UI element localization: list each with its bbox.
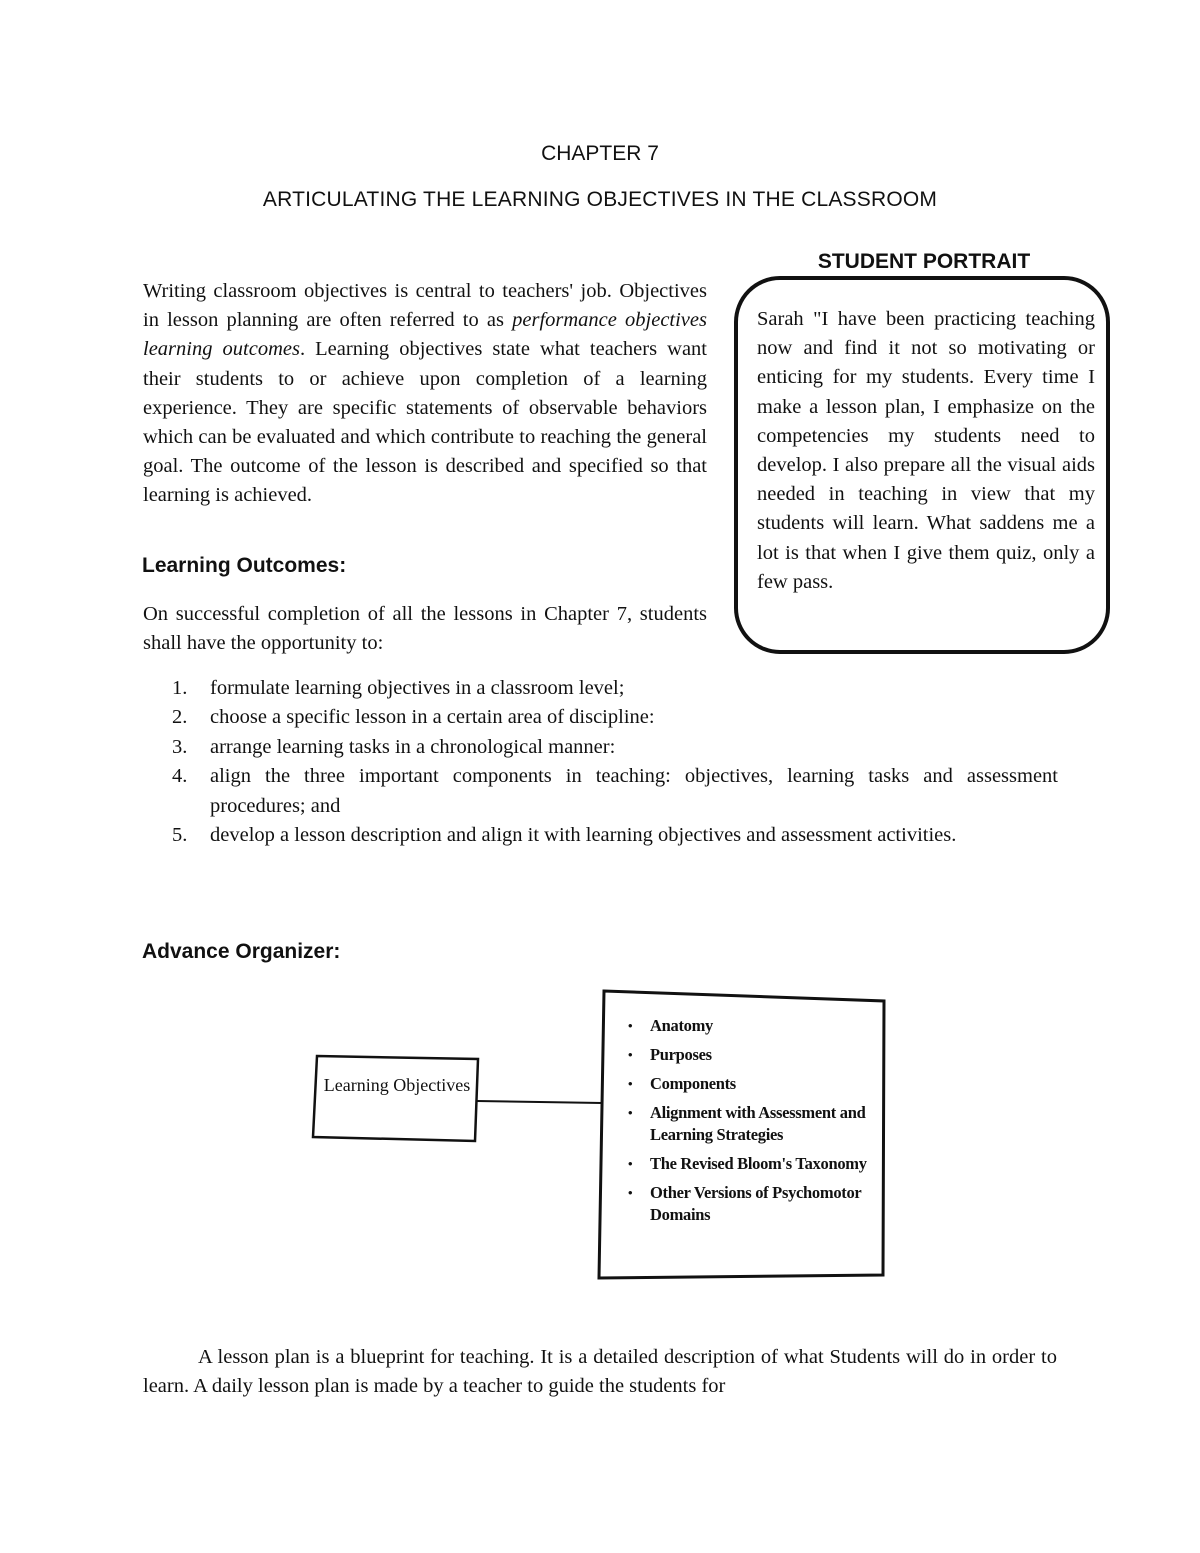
organizer-topics-list (628, 1015, 878, 1233)
outcome-item (172, 674, 1058, 703)
outcome-text: formulate learning objectives in a classroom level; (210, 677, 625, 699)
outcome-text: choose a specific lesson in a certain area of discipline: (210, 706, 655, 729)
outcome-number: 5. (172, 824, 188, 847)
bullet-icon: • (628, 1105, 633, 1120)
outcome-item (172, 762, 1058, 821)
topic-text: Other Versions of Psychomotor Domains (650, 1183, 862, 1224)
outcome-number: 2. (172, 706, 188, 729)
bullet-icon: • (628, 1185, 633, 1200)
outcome-number: 4. (172, 765, 188, 788)
learning-outcomes-intro: On successful completion of all the lessons in Chapter 7, students shall have the opportunity to: (143, 603, 707, 655)
topic-text: Alignment with Assessment and Learning Strategies (650, 1103, 866, 1144)
learning-objectives-label: Learning Objectives (323, 1075, 471, 1095)
learning-objectives-box (313, 1056, 478, 1141)
lesson-plan-paragraph: A lesson plan is a blueprint for teaching. It is a detailed description of what Students will do in order to learn. A daily lesson plan is made by a teacher to guide the students for (143, 1346, 1057, 1398)
learning-outcomes-heading: Learning Outcomes: (142, 554, 347, 577)
topic-item (628, 1102, 878, 1146)
bullet-icon: • (628, 1156, 633, 1171)
chapter-label: CHAPTER 7 (541, 142, 659, 165)
chapter-title: ARTICULATING THE LEARNING OBJECTIVES IN THE CLASSROOM (262, 188, 938, 211)
intro-text-end: . Learning objectives state what teachers want their students to or achieve upon completion of a learning experience. They are specific statements of observable behaviors which can be evaluated and which contribute to reaching the general goal. The outcome of the lesson is described and specified so that learning is achieved. (143, 338, 707, 507)
topic-item (628, 1015, 878, 1037)
intro-paragraph (143, 277, 707, 511)
topic-item (628, 1182, 878, 1226)
outcome-number: 3. (172, 735, 188, 758)
advance-organizer-heading: Advance Organizer: (142, 940, 341, 963)
topic-item (628, 1153, 878, 1175)
connector-line (477, 1101, 602, 1103)
topic-text: Components (650, 1074, 736, 1093)
outcome-item (172, 821, 1058, 850)
topic-item (628, 1044, 878, 1066)
topic-item (628, 1073, 878, 1095)
intro-emphasis: performance objectives learning outcomes (143, 309, 707, 361)
topic-text: Purposes (650, 1045, 712, 1064)
learning-outcomes-list (172, 674, 1058, 850)
intro-text-start: Writing classroom objectives is central to teachers' job. Objectives in lesson planning are often referred to as (143, 280, 707, 332)
outcome-item (172, 733, 1058, 762)
student-portrait-heading: STUDENT PORTRAIT (817, 250, 1031, 273)
bullet-icon: • (628, 1076, 633, 1091)
outcome-text: arrange learning tasks in a chronological manner: (210, 735, 616, 758)
outcome-item (172, 703, 1058, 732)
student-portrait-text: Sarah "I have been practicing teaching now and find it not so motivating or enticing for my students. Every time I make a lesson plan, I emphasize on the competencies my students need to develop. I also prepare all the visual aids needed in teaching in view that my students will learn. What saddens me a lot is that when I give them quiz, only a few pass. (757, 308, 1095, 593)
topic-text: The Revised Bloom's Taxonomy (650, 1154, 867, 1173)
bullet-icon: • (628, 1018, 633, 1033)
outcome-text: align the three important components in teaching: objectives, learning tasks and assessment procedures; and (210, 765, 1058, 817)
outcome-text: develop a lesson description and align it with learning objectives and assessment activities. (210, 824, 957, 847)
outcome-number: 1. (172, 677, 188, 699)
topic-text: Anatomy (650, 1016, 713, 1035)
bullet-icon: • (628, 1047, 633, 1062)
